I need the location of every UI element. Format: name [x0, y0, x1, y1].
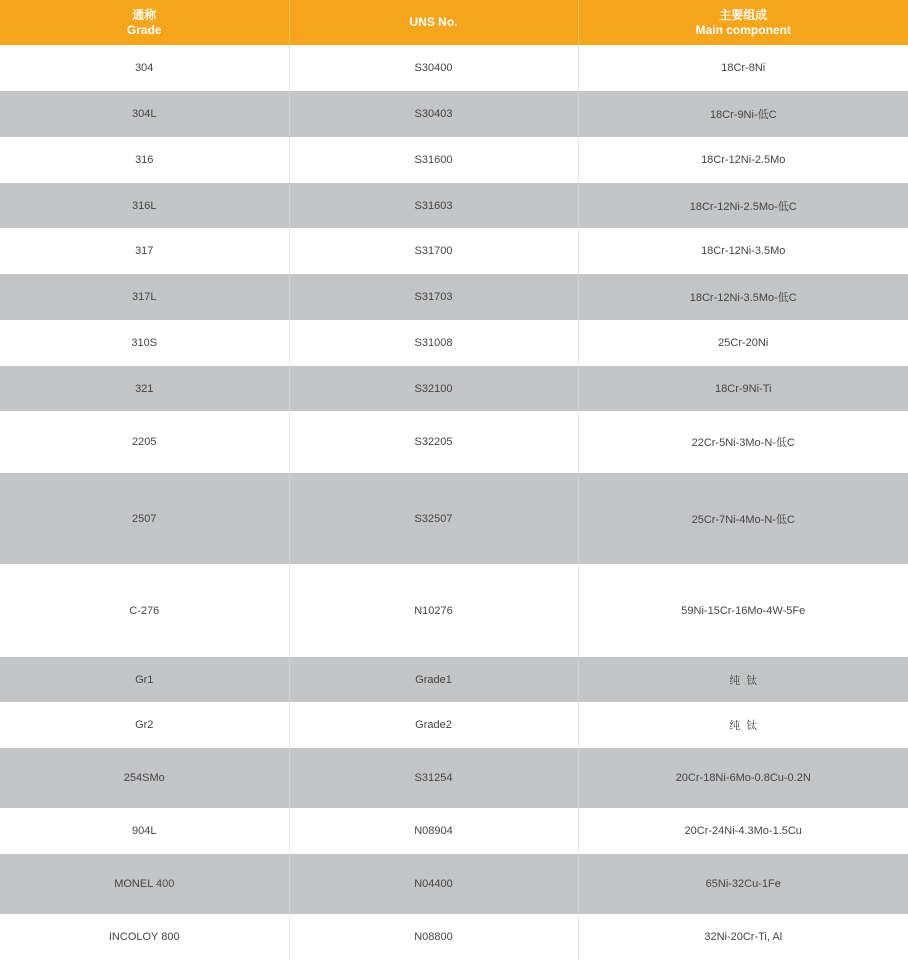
- grade-column-header: [0, 0, 289, 45]
- uns-cell: S32205: [289, 411, 578, 473]
- component-header-en: Main component: [579, 23, 908, 38]
- component-cell: 25Cr-7Ni-4Mo-N-低C: [578, 473, 908, 564]
- uns-cell: S32100: [289, 366, 578, 411]
- uns-cell: S31008: [289, 320, 578, 366]
- grade-cell: 254SMo: [0, 748, 289, 808]
- table-row: [0, 320, 908, 366]
- component-cell: 18Cr-12Ni-2.5Mo: [578, 137, 908, 183]
- grade-header-en: Grade: [0, 23, 289, 38]
- uns-cell: S31703: [289, 274, 578, 320]
- uns-cell: S32507: [289, 473, 578, 564]
- grade-cell: Gr2: [0, 702, 289, 748]
- uns-cell: S31603: [289, 183, 578, 228]
- grade-cell: 310S: [0, 320, 289, 366]
- grade-cell: MONEL 400: [0, 854, 289, 914]
- uns-cell: Grade2: [289, 702, 578, 748]
- table-row: [0, 657, 908, 702]
- table-row: [0, 564, 908, 657]
- grade-cell: 317: [0, 228, 289, 274]
- uns-column-header: [289, 0, 578, 45]
- component-cell: 25Cr-20Ni: [578, 320, 908, 366]
- grade-cell: 321: [0, 366, 289, 411]
- table-row: [0, 914, 908, 960]
- uns-cell: S31700: [289, 228, 578, 274]
- component-cell: 纯 钛: [578, 657, 908, 702]
- table-row: [0, 274, 908, 320]
- table-row: [0, 411, 908, 473]
- table-row: [0, 91, 908, 137]
- component-cell: 18Cr-9Ni-低C: [578, 91, 908, 137]
- table-row: [0, 45, 908, 91]
- component-cell: 18Cr-12Ni-3.5Mo: [578, 228, 908, 274]
- grade-cell: Gr1: [0, 657, 289, 702]
- component-cell: 18Cr-8Ni: [578, 45, 908, 91]
- uns-cell: S31600: [289, 137, 578, 183]
- uns-cell: Grade1: [289, 657, 578, 702]
- uns-header: UNS No.: [290, 15, 578, 30]
- uns-cell: S30403: [289, 91, 578, 137]
- table-row: [0, 228, 908, 274]
- grade-cell: 904L: [0, 808, 289, 854]
- uns-cell: S30400: [289, 45, 578, 91]
- component-cell: 纯 钛: [578, 702, 908, 748]
- grade-header-cn: 通称: [0, 8, 289, 23]
- grade-cell: 304: [0, 45, 289, 91]
- grade-cell: C-276: [0, 564, 289, 657]
- component-cell: 20Cr-24Ni-4.3Mo-1.5Cu: [578, 808, 908, 854]
- grade-cell: 304L: [0, 91, 289, 137]
- grade-cell: 2205: [0, 411, 289, 473]
- table-row: [0, 137, 908, 183]
- uns-cell: N08904: [289, 808, 578, 854]
- table-row: [0, 808, 908, 854]
- table-header: [0, 0, 908, 45]
- component-cell: 22Cr-5Ni-3Mo-N-低C: [578, 411, 908, 473]
- component-cell: 65Ni-32Cu-1Fe: [578, 854, 908, 914]
- component-cell: 20Cr-18Ni-6Mo-0.8Cu-0.2N: [578, 748, 908, 808]
- grade-cell: INCOLOY 800: [0, 914, 289, 960]
- grade-cell: 2507: [0, 473, 289, 564]
- component-cell: 18Cr-12Ni-2.5Mo-低C: [578, 183, 908, 228]
- grade-cell: 316: [0, 137, 289, 183]
- component-cell: 18Cr-9Ni-Ti: [578, 366, 908, 411]
- table-row: [0, 748, 908, 808]
- component-column-header: [578, 0, 908, 45]
- table-row: [0, 702, 908, 748]
- table-row: [0, 183, 908, 228]
- component-header-cn: 主要组成: [579, 8, 908, 23]
- uns-cell: N10276: [289, 564, 578, 657]
- component-cell: 59Ni-15Cr-16Mo-4W-5Fe: [578, 564, 908, 657]
- component-cell: 32Ni-20Cr-Ti, Al: [578, 914, 908, 960]
- grade-cell: 316L: [0, 183, 289, 228]
- component-cell: 18Cr-12Ni-3.5Mo-低C: [578, 274, 908, 320]
- uns-cell: N08800: [289, 914, 578, 960]
- grade-cell: 317L: [0, 274, 289, 320]
- table-body: [0, 45, 908, 960]
- table-row: [0, 366, 908, 411]
- table-row: [0, 473, 908, 564]
- uns-cell: S31254: [289, 748, 578, 808]
- table-row: [0, 854, 908, 914]
- uns-cell: N04400: [289, 854, 578, 914]
